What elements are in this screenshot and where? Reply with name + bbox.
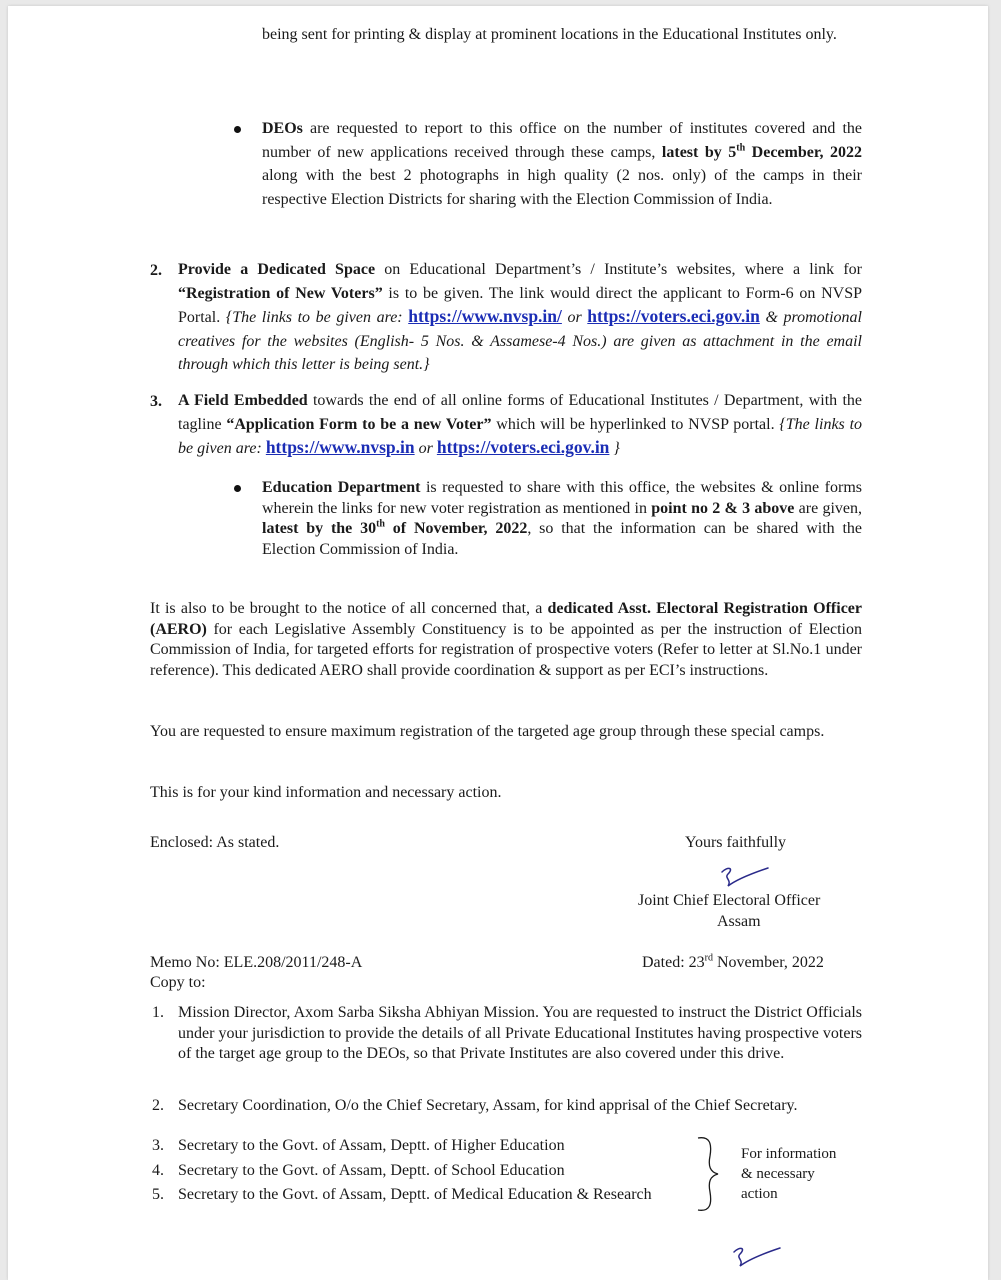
copy-item: Secretary to the Govt. of Assam, Deptt. of Higher Education [178,1137,565,1154]
copy-item: Mission Director, Axom Sarba Siksha Abhiyan Mission. You are requested to instruct the District Officials under your jurisdiction to provide the details of all Private Educational Institutes having prospective voters of the target age group to the DEOs, so that Private Institutes are also covered under this drive. [178,1004,862,1062]
bullet-icon [234,126,241,133]
item-number: 3. [150,393,162,410]
memo-number: Memo No: ELE.208/2011/248-A [150,954,363,971]
copy-item: Secretary Coordination, O/o the Chief Secretary, Assam, for kind apprisal of the Chief Secretary. [178,1097,798,1114]
brace-note [741,1144,836,1204]
copy-item: Secretary to the Govt. of Assam, Deptt. of Medical Education & Research [178,1186,652,1203]
dedicated-space-item: Provide a Dedicated Space on Educational Department’s / Institute’s websites, where a link for “Registration of New Voters” is to be given. The link would direct the applicant to Form-6 on NVSP Portal. {The links to be given are: https://www.nvsp.in/ or https://voters.eci.gov.in & promotional creatives for the websites (English- 5 Nos. & Assamese-4 Nos.) are given as attachment in the email through which this letter is being sent.} [178,261,863,373]
letter-page [8,6,988,1280]
copy-number: 5. [152,1186,164,1203]
field-embedded-item: A Field Embedded towards the end of all online forms of Educational Institutes / Department, with the tagline “Application Form to be a new Voter” which will be hyperlinked to NVSP portal. {The links to be given are: https://www.nvsp.in or https://voters.eci.gov.in } [178,392,863,457]
nvsp-link[interactable]: https://www.nvsp.in/ [408,306,562,326]
dated-line: Dated: 23rd November, 2022 [642,952,824,971]
brace-icon [696,1134,722,1214]
bullet-icon [234,485,241,492]
copy-number: 2. [152,1097,164,1114]
copy-number: 3. [152,1137,164,1154]
brace-note-line: & necessary [741,1166,815,1182]
brace-note-line: For information [741,1146,837,1162]
yours-faithfully: Yours faithfully [685,834,787,851]
designation-state: Assam [717,913,761,930]
copy-number: 1. [152,1004,164,1021]
signature-icon [728,1244,788,1274]
copy-to-heading: Copy to: [150,974,206,991]
deo-report-bullet: DEOs are requested to report to this office on the number of institutes covered and the number of new applications received through these camps, latest by 5th December, 2022 along with the best 2 photographs in high quality (2 nos. only) of the camps in their respective Election Districts for sharing with the Election Commission of India. [262,120,863,208]
signature-icon [716,862,776,892]
voters-eci-link[interactable]: https://voters.eci.gov.in [587,306,760,326]
request-paragraph: You are requested to ensure maximum registration of the targeted age group through these special camps. [150,723,825,740]
education-dept-bullet: Education Department is requested to share with this office, the websites & online forms wherein the links for new voter registration as mentioned in point no 2 & 3 above are given, latest by the 30th of November, 2022, so that the information can be shared with the Election Commission of India. [262,479,863,558]
nvsp-link[interactable]: https://www.nvsp.in [265,437,415,457]
copy-item: Secretary to the Govt. of Assam, Deptt. of School Education [178,1162,565,1179]
voters-eci-link[interactable]: https://voters.eci.gov.in [436,437,610,457]
aero-paragraph: It is also to be brought to the notice of all concerned that, a dedicated Asst. Electoral Registration Officer (AERO) for each Legislative Assembly Constituency is to be appointed as per the instruction of Election Commission of India, for targeted efforts for registration of prospective voters (Refer to letter at Sl.No.1 under reference). This dedicated AERO shall provide coordination & support as per ECI’s instructions. [150,600,862,679]
brace-note-line: action [741,1186,778,1202]
info-paragraph: This is for your kind information and necessary action. [150,784,502,801]
intro-continuation: being sent for printing & display at prominent locations in the Educational Institutes only. [262,26,837,43]
copy-number: 4. [152,1162,164,1179]
enclosed-line: Enclosed: As stated. [150,834,280,851]
item-number: 2. [150,262,162,279]
designation: Joint Chief Electoral Officer [638,892,821,909]
